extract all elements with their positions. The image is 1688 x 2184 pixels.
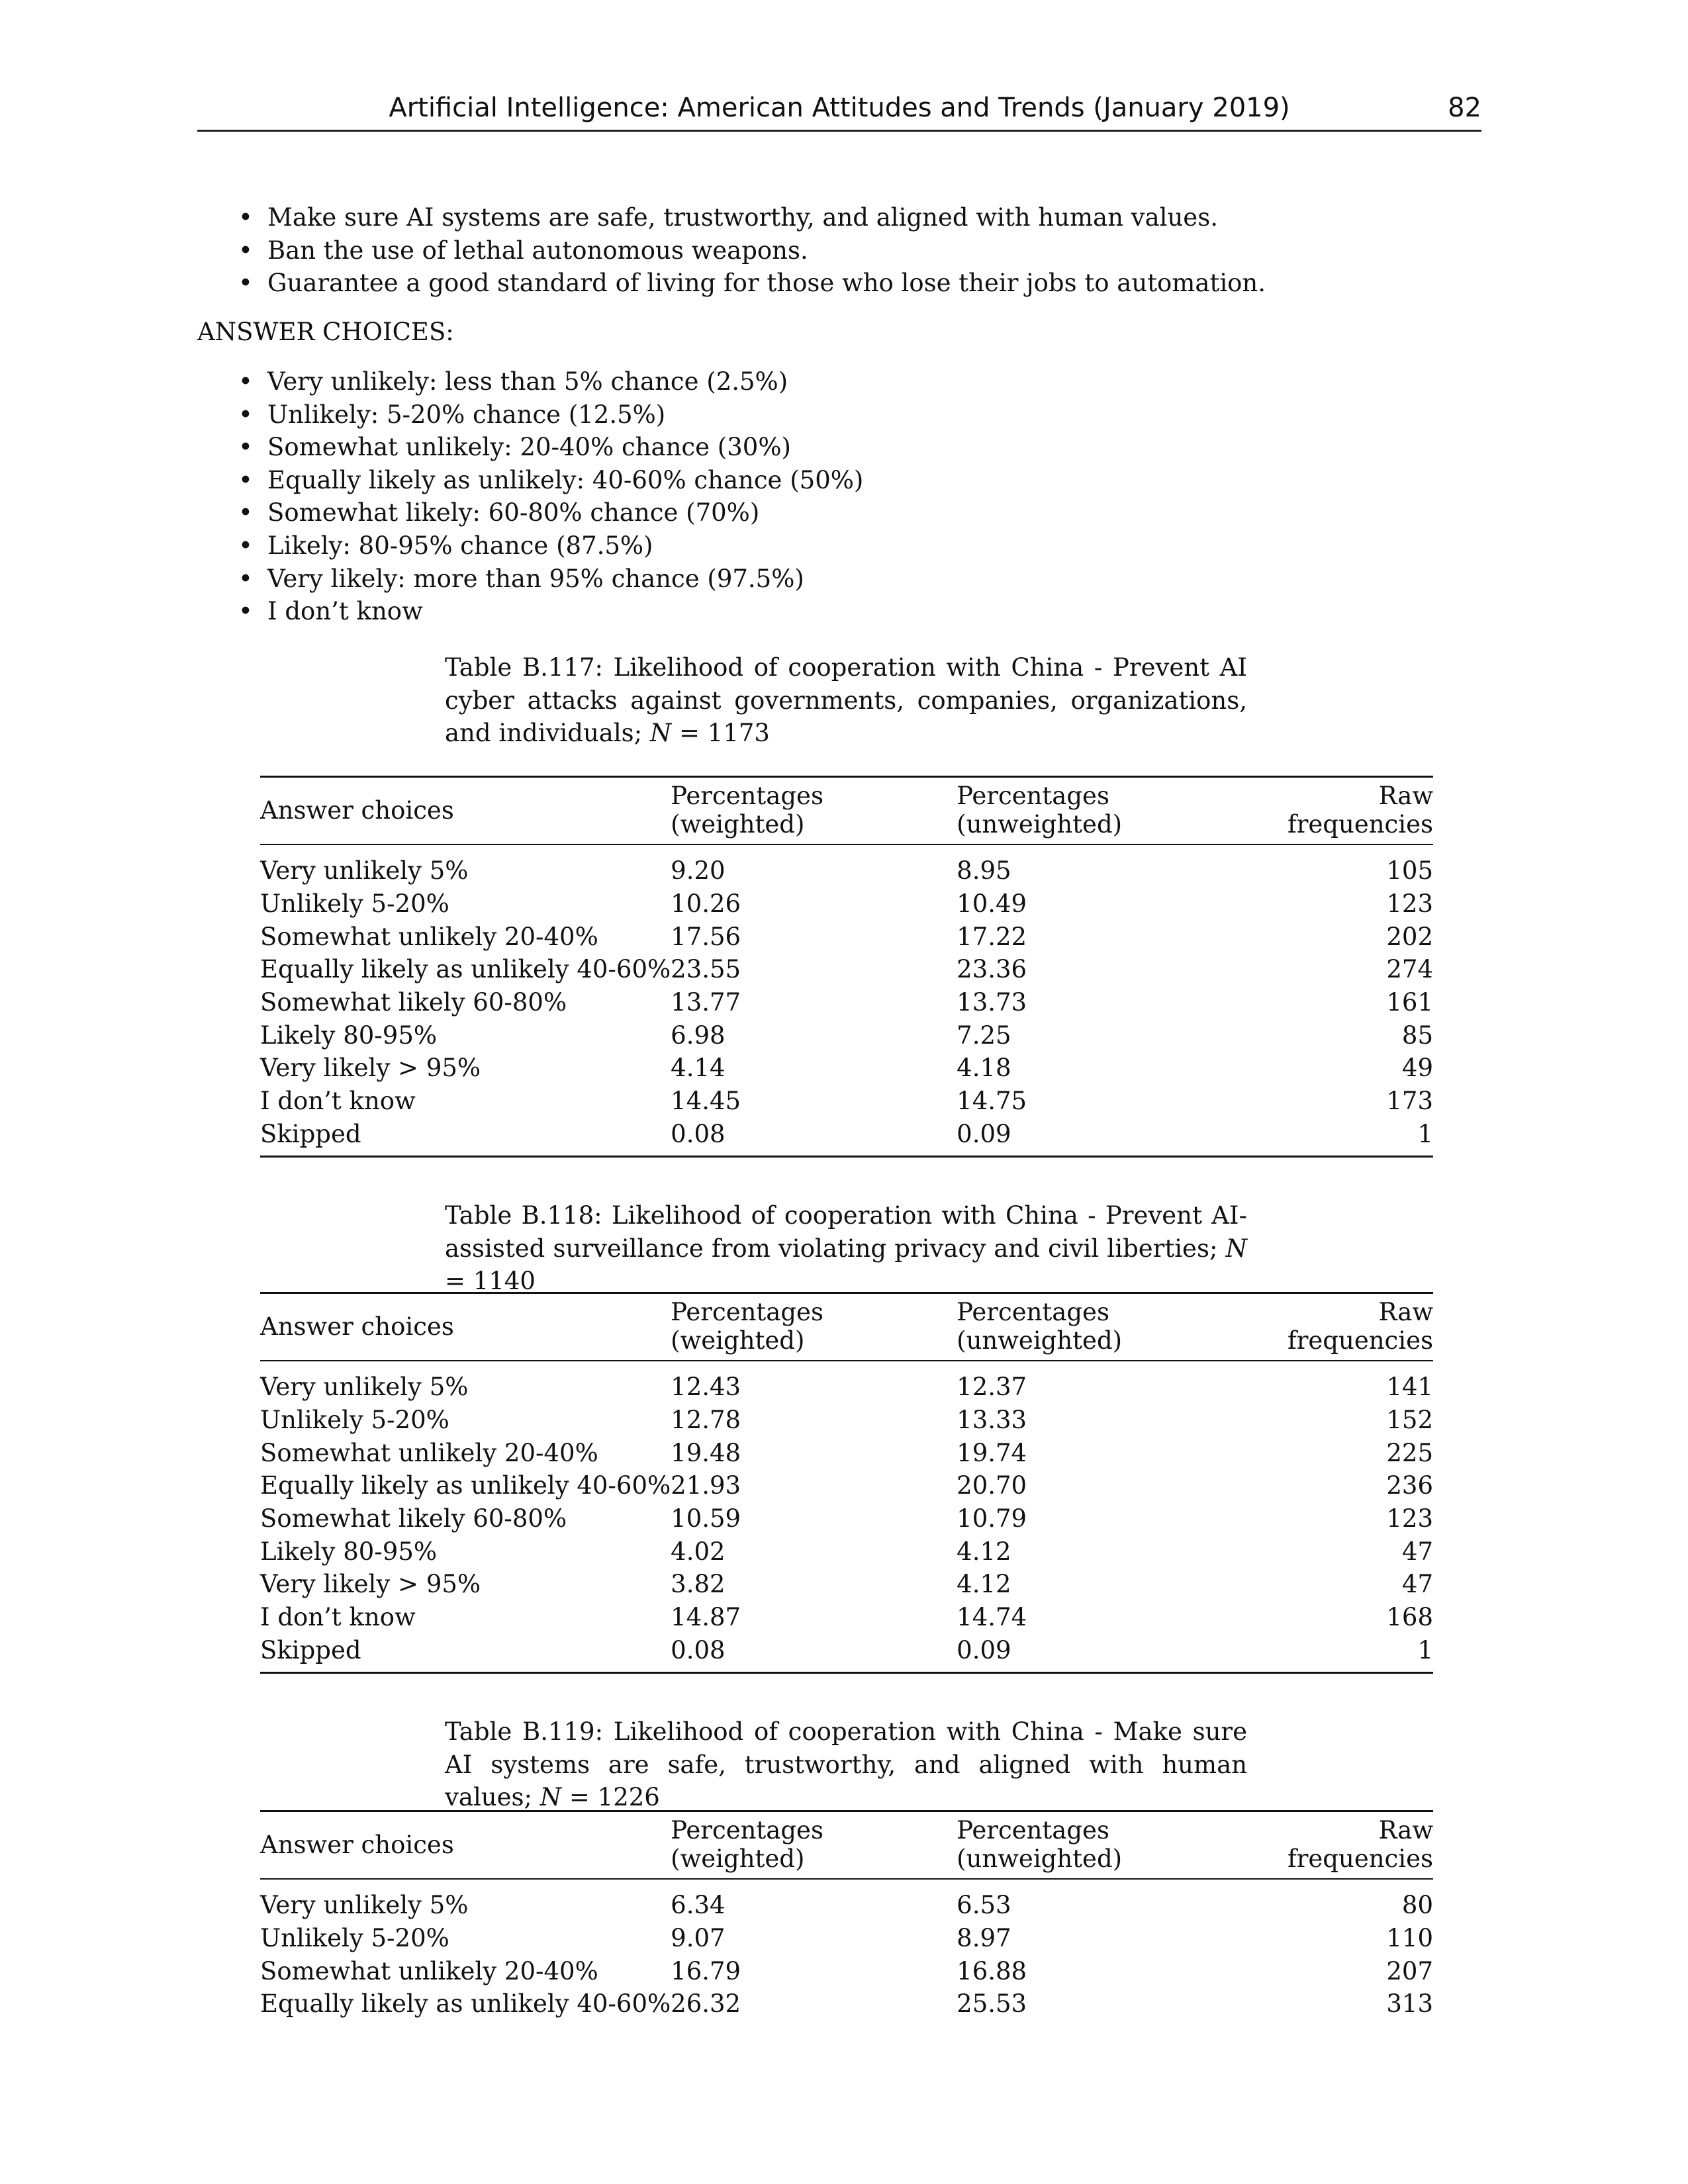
- table-cell: 0.08: [671, 1119, 726, 1148]
- list-item: • Somewhat unlikely: 20-40% chance (30%): [238, 431, 863, 464]
- column-header: Percentages (unweighted): [957, 1816, 1123, 1873]
- table-cell: 14.45: [671, 1087, 741, 1116]
- table-cell: 21.93: [671, 1471, 741, 1500]
- table-cell: 274: [1386, 955, 1433, 984]
- data-table: [260, 1292, 1433, 1674]
- table-row: [260, 1954, 1433, 1987]
- table-cell: 110: [1386, 1924, 1433, 1953]
- table-cell: 12.37: [957, 1373, 1027, 1402]
- table-cell: 10.26: [671, 889, 741, 919]
- table-cell: 1: [1417, 1119, 1433, 1148]
- table-cell: 17.22: [957, 922, 1027, 951]
- table-row: [260, 986, 1433, 1019]
- table-header-row: [260, 777, 1433, 845]
- table-cell: 23.36: [957, 955, 1027, 984]
- column-header: Answer choices: [260, 1830, 454, 1859]
- table-cell: Somewhat unlikely 20-40%: [260, 1956, 598, 1985]
- column-header: Answer choices: [260, 1312, 454, 1341]
- list-item: • Unlikely: 5-20% chance (12.5%): [238, 398, 863, 432]
- table-cell: 168: [1386, 1603, 1433, 1632]
- table-cell: 47: [1401, 1537, 1433, 1566]
- table-cell: 0.09: [957, 1635, 1011, 1664]
- table-cell: 14.74: [957, 1603, 1027, 1632]
- table-row: [260, 1634, 1433, 1673]
- table-cell: 13.73: [957, 988, 1027, 1017]
- list-item: • Somewhat likely: 60-80% chance (70%): [238, 496, 863, 529]
- table-cell: 80: [1401, 1891, 1433, 1920]
- table-cell: 19.74: [957, 1438, 1027, 1467]
- table-row: [260, 1436, 1433, 1469]
- table-cell: Very unlikely 5%: [260, 856, 469, 886]
- table-row: [260, 1922, 1433, 1955]
- table-cell: 12.78: [671, 1406, 741, 1435]
- table-row: [260, 1052, 1433, 1085]
- data-table: [260, 776, 1433, 1158]
- table-cell: 202: [1386, 922, 1433, 951]
- table-cell: Unlikely 5-20%: [260, 889, 449, 919]
- table-cell: 123: [1386, 889, 1433, 919]
- table-cell: 3.82: [671, 1570, 726, 1599]
- table-cell: Very likely > 95%: [260, 1054, 481, 1083]
- table-cell: 16.79: [671, 1956, 741, 1985]
- table-cell: 14.75: [957, 1087, 1027, 1116]
- table-cell: Likely 80-95%: [260, 1537, 438, 1566]
- table-cell: 16.88: [957, 1956, 1027, 1985]
- table-cell: 152: [1386, 1406, 1433, 1435]
- list-item: • Very unlikely: less than 5% chance (2.5%): [238, 365, 863, 398]
- table-cell: 4.12: [957, 1537, 1011, 1566]
- table-cell: 161: [1386, 988, 1433, 1017]
- column-header: Percentages (weighted): [671, 1816, 823, 1873]
- table-cell: 4.12: [957, 1570, 1011, 1599]
- table-cell: 105: [1386, 856, 1433, 886]
- table-row: [260, 1469, 1433, 1502]
- table-cell: 17.56: [671, 922, 741, 951]
- list-item: • Guarantee a good standard of living for those who lose their jobs to automation.: [238, 267, 1266, 300]
- table-row: [260, 1404, 1433, 1437]
- table-cell: Very unlikely 5%: [260, 1373, 469, 1402]
- table-row: [260, 887, 1433, 921]
- table-cell: 6.53: [957, 1891, 1011, 1920]
- column-header: Percentages (weighted): [671, 1298, 823, 1355]
- table-cell: Equally likely as unlikely 40-60%: [260, 955, 671, 984]
- table-cell: 13.77: [671, 988, 741, 1017]
- table-row: [260, 1502, 1433, 1535]
- table-row: [260, 1361, 1433, 1404]
- table-cell: 14.87: [671, 1603, 741, 1632]
- page-number: 82: [1448, 93, 1481, 123]
- table-cell: 12.43: [671, 1373, 741, 1402]
- table-cell: 9.07: [671, 1924, 726, 1953]
- table-cell: Skipped: [260, 1635, 361, 1664]
- list-item: • Equally likely as unlikely: 40-60% chance (50%): [238, 464, 863, 497]
- table-caption: Table B.118: Likelihood of cooperation with China - Prevent AI-assisted surveillance from violating privacy and civil liberties; N = 1140: [445, 1201, 1247, 1295]
- list-item: • Likely: 80-95% chance (87.5%): [238, 529, 863, 563]
- table-cell: 6.98: [671, 1021, 726, 1050]
- column-header: Answer choices: [260, 796, 454, 825]
- table-cell: 123: [1386, 1504, 1433, 1533]
- table-cell: 10.49: [957, 889, 1027, 919]
- table-cell: I don’t know: [260, 1603, 416, 1632]
- table-row: [260, 1601, 1433, 1634]
- list-item: • Make sure AI systems are safe, trustworthy, and aligned with human values.: [238, 201, 1266, 234]
- table-row: [260, 953, 1433, 986]
- column-header: Raw frequencies: [1288, 782, 1433, 839]
- table-cell: 141: [1386, 1373, 1433, 1402]
- column-header: Percentages (unweighted): [957, 782, 1123, 839]
- column-header: Percentages (weighted): [671, 782, 823, 839]
- table-row: [260, 1987, 1433, 2021]
- table-cell: 6.34: [671, 1891, 726, 1920]
- table-cell: 236: [1386, 1471, 1433, 1500]
- table-cell: 25.53: [957, 1989, 1027, 2019]
- list-item: • Very likely: more than 95% chance (97.5%): [238, 563, 863, 596]
- table-cell: 47: [1401, 1570, 1433, 1599]
- list-item: • Ban the use of lethal autonomous weapons.: [238, 234, 1266, 267]
- table-cell: 9.20: [671, 856, 726, 886]
- table-cell: 7.25: [957, 1021, 1011, 1050]
- table-cell: Very likely > 95%: [260, 1570, 481, 1599]
- table-cell: Equally likely as unlikely 40-60%: [260, 1471, 671, 1500]
- data-table: [260, 1810, 1433, 2021]
- answer-choices-list: [238, 365, 863, 628]
- table-cell: 0.08: [671, 1635, 726, 1664]
- table-cell: 1: [1417, 1635, 1433, 1664]
- table-cell: Unlikely 5-20%: [260, 1406, 449, 1435]
- table-cell: I don’t know: [260, 1087, 416, 1116]
- table-row: [260, 1085, 1433, 1118]
- table-cell: Somewhat likely 60-80%: [260, 1504, 567, 1533]
- table-cell: 0.09: [957, 1119, 1011, 1148]
- answer-choices-heading: ANSWER CHOICES:: [197, 318, 454, 346]
- table-cell: 207: [1386, 1956, 1433, 1985]
- table-row: [260, 844, 1433, 887]
- table-row: [260, 1535, 1433, 1568]
- table-cell: 8.95: [957, 856, 1011, 886]
- table-cell: 4.18: [957, 1054, 1011, 1083]
- table-cell: 4.14: [671, 1054, 726, 1083]
- table-row: [260, 1118, 1433, 1157]
- table-cell: 10.79: [957, 1504, 1027, 1533]
- table-cell: 49: [1401, 1054, 1433, 1083]
- header-title: Artificial Intelligence: American Attitudes and Trends (January 2019): [389, 93, 1290, 123]
- table-cell: 13.33: [957, 1406, 1027, 1435]
- column-header: Raw frequencies: [1288, 1816, 1433, 1873]
- list-item: • I don’t know: [238, 595, 863, 628]
- table-row: [260, 1568, 1433, 1601]
- table-cell: 173: [1386, 1087, 1433, 1116]
- table-cell: 8.97: [957, 1924, 1011, 1953]
- table-row: [260, 1019, 1433, 1052]
- table-caption: Table B.119: Likelihood of cooperation with China - Make sure AI systems are safe, trustworthy, and aligned with human values; N = 1226: [445, 1717, 1247, 1811]
- table-cell: Somewhat likely 60-80%: [260, 988, 567, 1017]
- table-cell: 26.32: [671, 1989, 741, 2019]
- table-row: [260, 1879, 1433, 1922]
- table-cell: 313: [1386, 1989, 1433, 2019]
- column-header: Raw frequencies: [1288, 1298, 1433, 1355]
- table-cell: 20.70: [957, 1471, 1027, 1500]
- table-cell: Likely 80-95%: [260, 1021, 438, 1050]
- table-cell: 19.48: [671, 1438, 741, 1467]
- table-caption: Table B.117: Likelihood of cooperation with China - Prevent AI cyber attacks against governments, companies, organizations, and individuals; N = 1173: [445, 653, 1247, 747]
- table-cell: 85: [1401, 1021, 1433, 1050]
- table-cell: 4.02: [671, 1537, 726, 1566]
- table-cell: 23.55: [671, 955, 741, 984]
- table-cell: Equally likely as unlikely 40-60%: [260, 1989, 671, 2019]
- table-cell: Skipped: [260, 1119, 361, 1148]
- column-header: Percentages (unweighted): [957, 1298, 1123, 1355]
- table-cell: Very unlikely 5%: [260, 1891, 469, 1920]
- table-header-row: [260, 1293, 1433, 1361]
- table-cell: Somewhat unlikely 20-40%: [260, 1438, 598, 1467]
- table-cell: Unlikely 5-20%: [260, 1924, 449, 1953]
- table-cell: 10.59: [671, 1504, 741, 1533]
- table-row: [260, 920, 1433, 953]
- table-cell: 225: [1386, 1438, 1433, 1467]
- table-cell: Somewhat unlikely 20-40%: [260, 922, 598, 951]
- intro-bullet-list: [238, 201, 1266, 300]
- running-header: [197, 93, 1481, 132]
- table-header-row: [260, 1811, 1433, 1880]
